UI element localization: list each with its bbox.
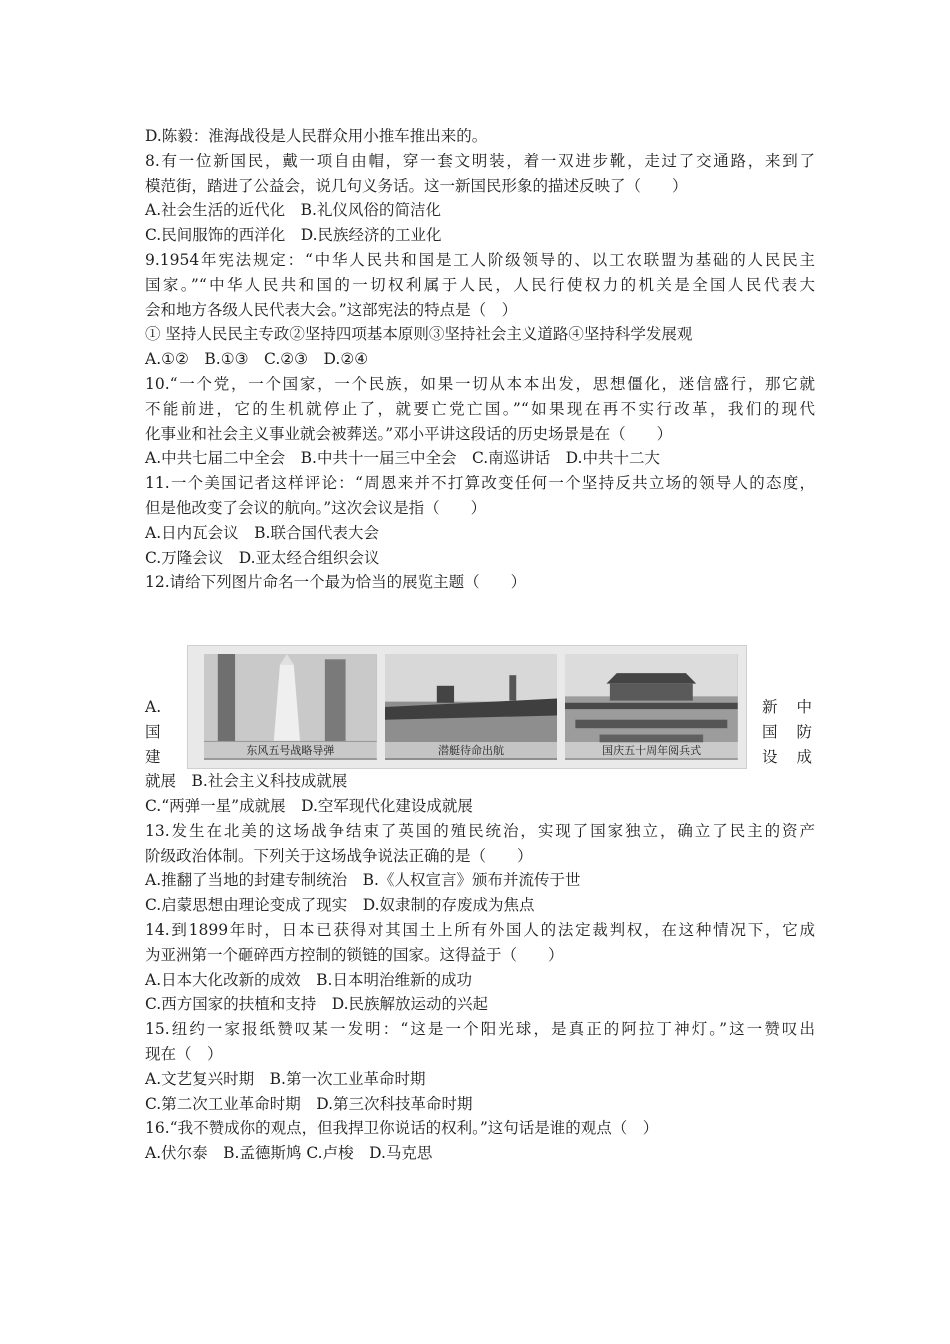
right-char: 国: [762, 722, 778, 741]
photo-caption: 国庆五十周年阅兵式: [565, 742, 738, 758]
text-line: 为亚洲第一个砸碎西方控制的锁链的国家。这得益于（ ）: [145, 945, 564, 964]
text-line: 模范街，踏进了公益会，说几句义务话。这一新国民形象的描述反映了（ ）: [145, 176, 688, 195]
text-line: 15.纽约一家报纸赞叹某一发明：“这是一个阳光球，是真正的阿拉丁神灯。”这一赞叹出: [145, 1020, 815, 1039]
text-line: A.日内瓦会议 B.联合国代表大会: [145, 523, 379, 542]
text-line: C.民间服饰的西洋化 D.民族经济的工业化: [145, 226, 442, 245]
text-line: C.第二次工业革命时期 D.第三次科技革命时期: [145, 1094, 473, 1113]
text-line: 16.“我不赞成你的观点，但我捍卫你说话的权利。”这句话是谁的观点（ ）: [145, 1119, 659, 1138]
submarine-photo: [385, 654, 558, 760]
text-line: 化事业和社会主义事业就会被葬送。”邓小平讲这段话的历史场景是在（ ）: [145, 424, 673, 443]
text-line: 就展 B.社会主义科技成就展: [145, 772, 348, 791]
right-pair: [762, 745, 812, 770]
text-line: C.西方国家的扶植和支持 D.民族解放运动的兴起: [145, 995, 489, 1014]
text-line: C.启蒙思想由理论变成了现实 D.奴隶制的存废成为焦点: [145, 896, 535, 915]
text-line: 但是他改变了会议的航向。”这次会议是指（ ）: [145, 498, 487, 517]
text-line: A.伏尔泰 B.孟德斯鸠 C.卢梭 D.马克思: [145, 1144, 433, 1163]
right-pair: [762, 695, 812, 720]
option-a-right-fragment: [762, 695, 812, 769]
text-line: A.①② B.①③ C.②③ D.②④: [145, 350, 369, 369]
questions-12-to-16: [145, 769, 815, 1166]
photo-strip: [187, 645, 747, 769]
right-char: 中: [796, 698, 812, 717]
missile-photo: [204, 654, 377, 760]
questions-7-to-12: [145, 124, 815, 595]
text-line: 不能前进，它的生机就停止了，就要亡党亡国。”“如果现在再不实行改革，我们的现代: [145, 399, 815, 418]
text-line: C.万隆会议 D.亚太经合组织会议: [145, 548, 380, 567]
text-line: 12.请给下列图片命名一个最为恰当的展览主题（ ）: [145, 573, 527, 592]
left-char: 国: [145, 722, 161, 741]
text-line: 8.有一位新国民，戴一项自由帽，穿一套文明装，着一双进步靴，走过了交通路，来到了: [145, 151, 815, 170]
left-char: A.: [145, 698, 162, 717]
parade-photo: [565, 654, 738, 760]
right-char: 成: [796, 747, 812, 766]
text-line: 14.到1899年时，日本已获得对其国土上所有外国人的法定裁判权，在这种情况下，它成: [145, 920, 815, 939]
text-line: A.文艺复兴时期 B.第一次工业革命时期: [145, 1069, 426, 1088]
question-text: [145, 124, 815, 1166]
text-line: 13.发生在北美的这场战争结束了英国的殖民统治，实现了国家独立，确立了民主的资产: [145, 821, 815, 840]
text-line: ① 坚持人民民主专政②坚持四项基本原则③坚持社会主义道路④坚持科学发展观: [145, 325, 693, 344]
text-line: 阶级政治体制。下列关于这场战争说法正确的是（ ）: [145, 846, 533, 865]
text-line: 10.“一个党，一个国家，一个民族，如果一切从本本出发，思想僵化，迷信盛行，那它就: [145, 374, 815, 393]
text-line: A.中共七届二中全会 B.中共十一届三中全会 C.南巡讲话 D.中共十二大: [145, 449, 660, 468]
text-line: C.“两弹一星”成就展 D.空军现代化建设成就展: [145, 796, 473, 815]
text-line: A.社会生活的近代化 B.礼仪风俗的简洁化: [145, 201, 441, 220]
text-line: 会和地方各级人民代表大会。”这部宪法的特点是（ ）: [145, 300, 518, 319]
text-line: 9.1954年宪法规定：“中华人民共和国是工人阶级领导的、以工农联盟为基础的人民民主: [145, 250, 815, 269]
text-line: A.日本大化改新的成效 B.日本明治维新的成功: [145, 970, 472, 989]
right-char: 防: [796, 722, 812, 741]
text-line: A.推翻了当地的封建专制统治 B.《人权宣言》颁布并流传于世: [145, 871, 581, 890]
right-char: 设: [762, 747, 778, 766]
right-char: 新: [762, 698, 778, 717]
blank-space: [145, 595, 815, 645]
text-line: D.陈毅：淮海战役是人民群众用小推车推出来的。: [145, 127, 488, 145]
right-pair: [762, 720, 812, 745]
text-line: 国家。”“中华人民共和国的一切权利属于人民，人民行使权力的机关是全国人民代表大: [145, 275, 815, 294]
photo-caption: 东风五号战略导弹: [204, 742, 377, 758]
option-a-left-fragment: [145, 695, 165, 769]
left-char: 建: [145, 747, 161, 766]
photo-caption: 潜艇待命出航: [385, 742, 558, 758]
text-line: 11.一个美国记者这样评论：“周恩来并不打算改变任何一个坚持反共立场的领导人的态度，: [145, 474, 815, 493]
question-12-figure-row: [145, 645, 815, 769]
text-line: 现在（ ）: [145, 1044, 223, 1063]
